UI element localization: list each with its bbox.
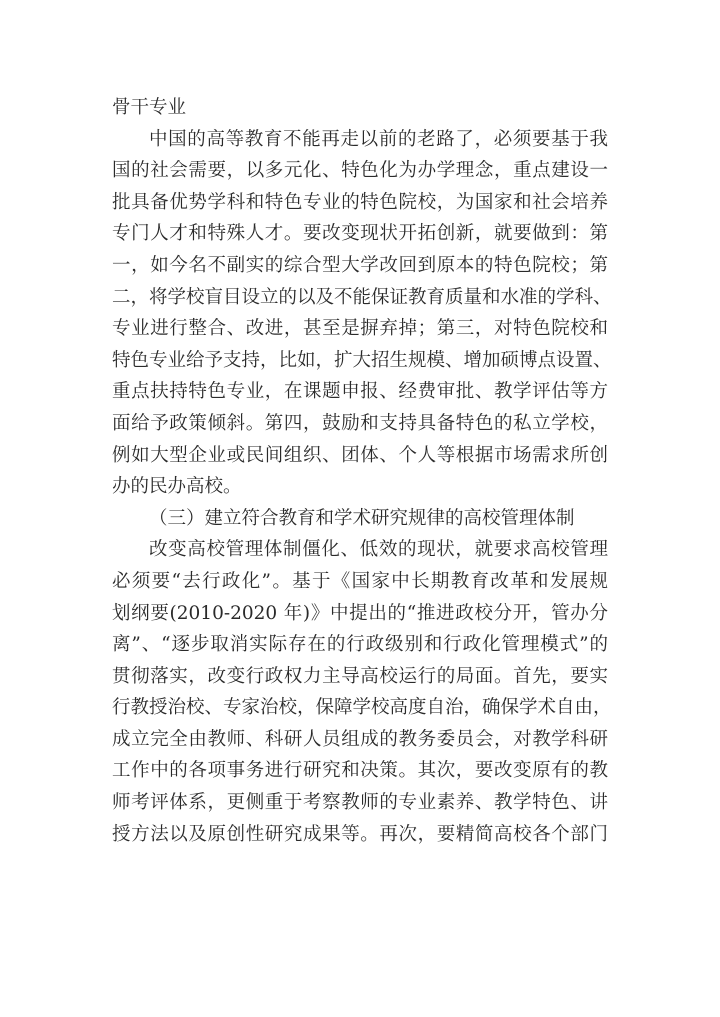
text-line: 划纲要(2010-2020 年)》中提出的“推进政校分开，管办分 [112,602,608,624]
body-text [112,92,612,850]
text-line: 专业进行整合、改进，甚至是摒弃掉；第三，对特色院校和 [112,318,608,340]
text-line: （三）建立符合教育和学术研究规律的高校管理体制 [149,507,575,529]
text-line: 例如大型企业或民间组织、团体、个人等根据市场需求所创 [112,444,608,466]
text-line: 必须要“去行政化”。基于《国家中长期教育改革和发展规 [112,570,608,592]
text-line: 办的民办高校。 [112,476,242,498]
text-line: 专门人才和特殊人才。要改变现状开拓创新，就要做到：第 [112,223,608,245]
text-line: 二，将学校盲目设立的以及不能保证教育质量和水准的学科、 [112,286,612,308]
text-line: 特色专业给予支持，比如，扩大招生规模、增加硕博点设置、 [112,349,612,371]
text-line: 授方法以及原创性研究成果等。再次，要精简高校各个部门 [112,823,608,845]
text-line: 面给予政策倾斜。第四，鼓励和支持具备特色的私立学校， [112,412,608,434]
text-line: 师考评体系，更侧重于考察教师的专业素养、教学特色、讲 [112,792,608,814]
text-line: 骨干专业 [112,97,187,118]
text-line: 批具备优势学科和特色专业的特色院校，为国家和社会培养 [112,191,608,213]
text-line: 贯彻落实，改变行政权力主导高校运行的局面。首先，要实 [112,665,608,687]
text-line: 离”、“逐步取消实际存在的行政级别和行政化管理模式”的 [112,634,608,656]
text-line: 重点扶持特色专业，在课题申报、经费审批、教学评估等方 [112,381,608,403]
text-line: 改变高校管理体制僵化、低效的现状，就要求高校管理 [149,539,608,561]
text-line: 国的社会需要，以多元化、特色化为办学理念，重点建设一 [112,160,608,182]
text-line: 一，如今名不副实的综合型大学改回到原本的特色院校；第 [112,254,608,276]
text-line: 工作中的各项事务进行研究和决策。其次，要改变原有的教 [112,760,608,782]
text-line: 行教授治校、专家治校，保障学校高度自治，确保学术自由， [112,697,612,719]
text-line: 中国的高等教育不能再走以前的老路了，必须要基于我 [149,128,608,150]
text-line: 成立完全由教师、科研人员组成的教务委员会，对教学科研 [112,728,608,750]
